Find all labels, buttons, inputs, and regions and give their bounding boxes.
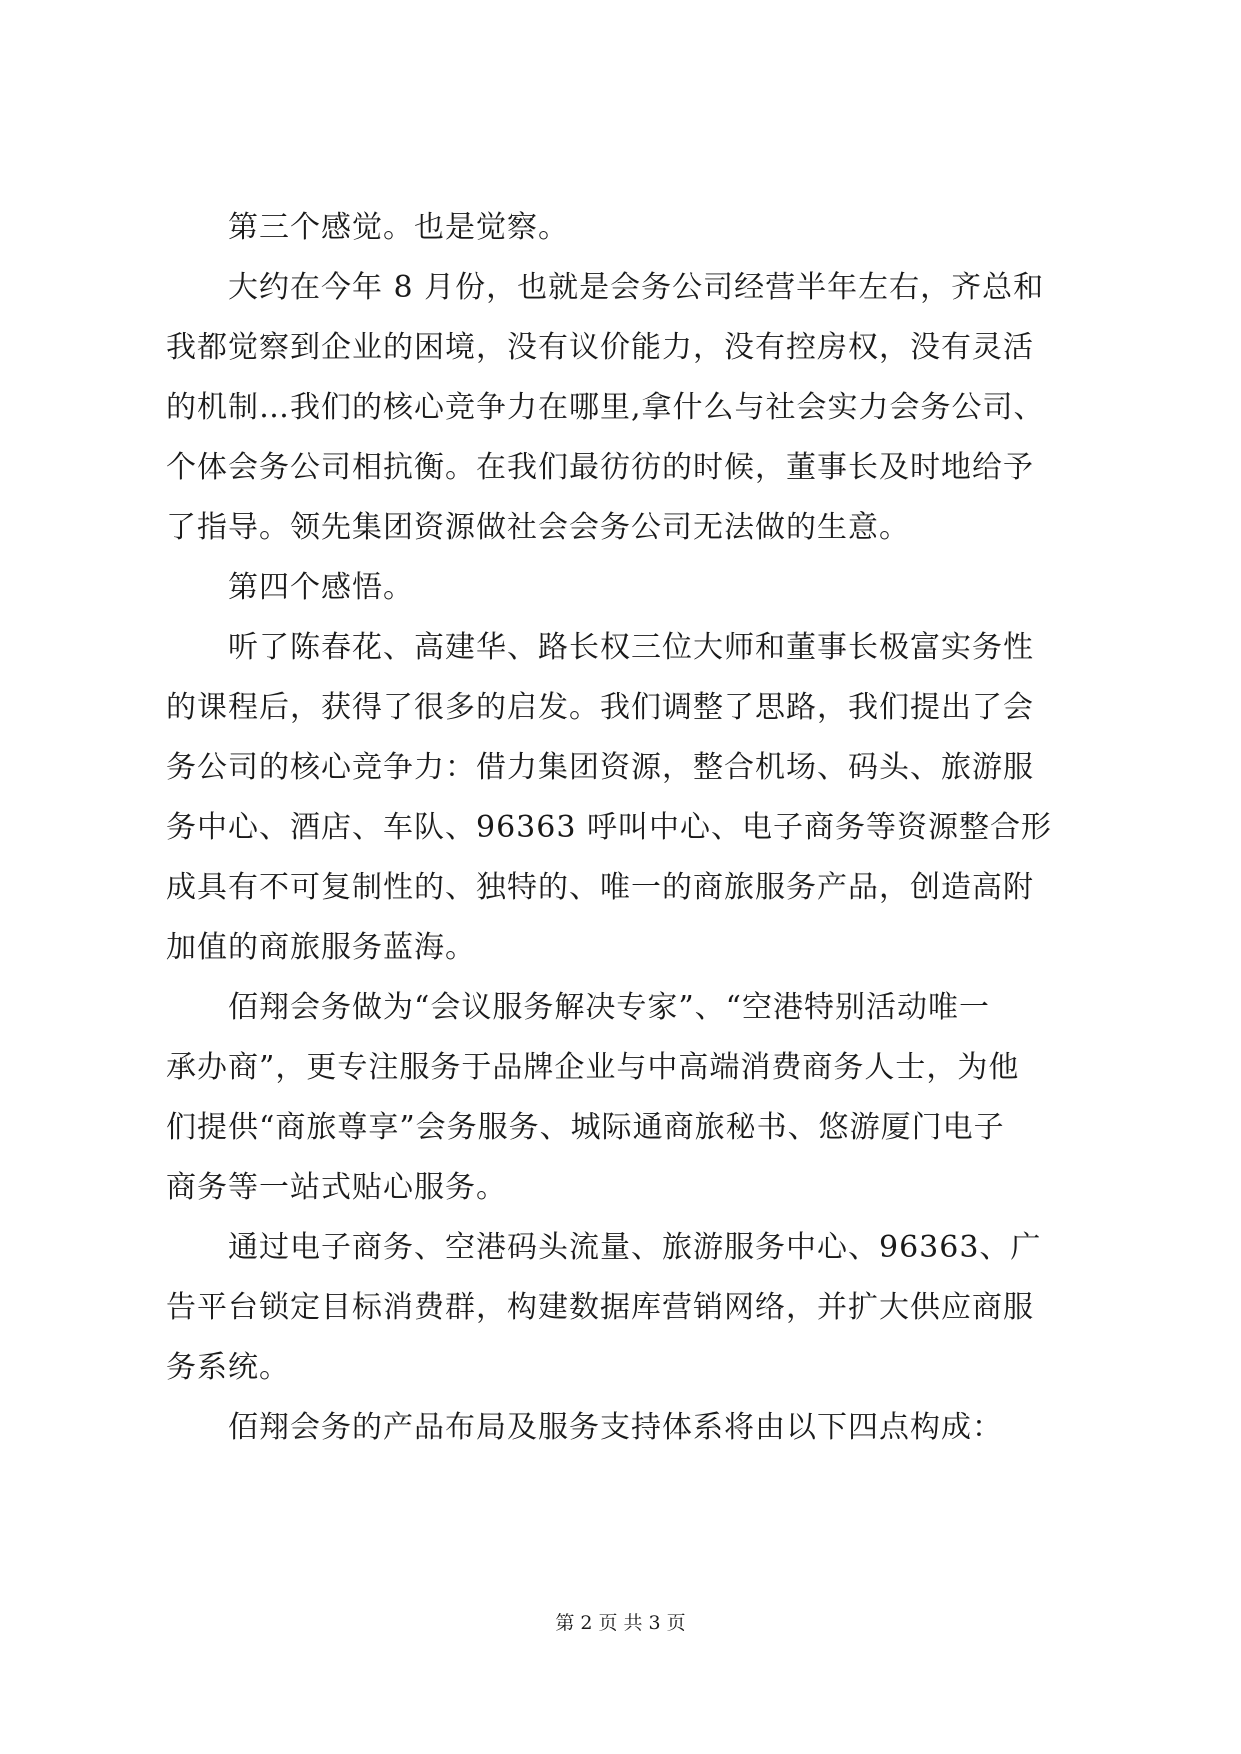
paragraph-line: 了指导。领先集团资源做社会会务公司无法做的生意。	[166, 510, 910, 545]
paragraph-line: 们提供“商旅尊享”会务服务、城际通商旅秘书、悠游厦门电子	[166, 1110, 1005, 1145]
paragraph-line: 佰翔会务的产品布局及服务支持体系将由以下四点构成：	[228, 1410, 1003, 1445]
paragraph-line: 告平台锁定目标消费群，构建数据库营销网络，并扩大供应商服	[166, 1290, 1034, 1325]
paragraph-line: 的机制…我们的核心竞争力在哪里,拿什么与社会实力会务公司、	[166, 390, 1045, 425]
paragraph-line: 务系统。	[166, 1350, 290, 1385]
paragraph-line: 承办商”，更专注服务于品牌企业与中高端消费商务人士，为他	[166, 1050, 1020, 1085]
paragraph-line: 务公司的核心竞争力：借力集团资源，整合机场、码头、旅游服	[166, 750, 1034, 785]
page-number-footer: 第 2 页 共 3 页	[555, 1612, 686, 1634]
paragraph-line: 加值的商旅服务蓝海。	[166, 930, 476, 965]
paragraph-line: 第三个感觉。也是觉察。	[228, 210, 569, 245]
paragraph-line: 我都觉察到企业的困境，没有议价能力，没有控房权，没有灵活	[166, 330, 1034, 365]
document-body	[166, 198, 1086, 1458]
paragraph-line: 成具有不可复制性的、独特的、唯一的商旅服务产品，创造高附	[166, 870, 1034, 905]
paragraph-line: 的课程后，获得了很多的启发。我们调整了思路，我们提出了会	[166, 690, 1034, 725]
paragraph-line: 第四个感悟。	[228, 570, 414, 605]
paragraph-line: 大约在今年 8 月份，也就是会务公司经营半年左右，齐总和	[228, 270, 1045, 305]
paragraph-line: 个体会务公司相抗衡。在我们最彷彷的时候，董事长及时地给予	[166, 450, 1034, 485]
paragraph-line: 佰翔会务做为“会议服务解决专家”、“空港特别活动唯一	[228, 990, 991, 1025]
paragraph-line: 听了陈春花、高建华、路长权三位大师和董事长极富实务性	[228, 630, 1034, 665]
paragraph-line: 务中心、酒店、车队、96363 呼叫中心、电子商务等资源整合形	[166, 810, 1052, 845]
paragraph-line: 商务等一站式贴心服务。	[166, 1170, 507, 1205]
paragraph-line: 通过电子商务、空港码头流量、旅游服务中心、96363、广	[228, 1230, 1042, 1265]
